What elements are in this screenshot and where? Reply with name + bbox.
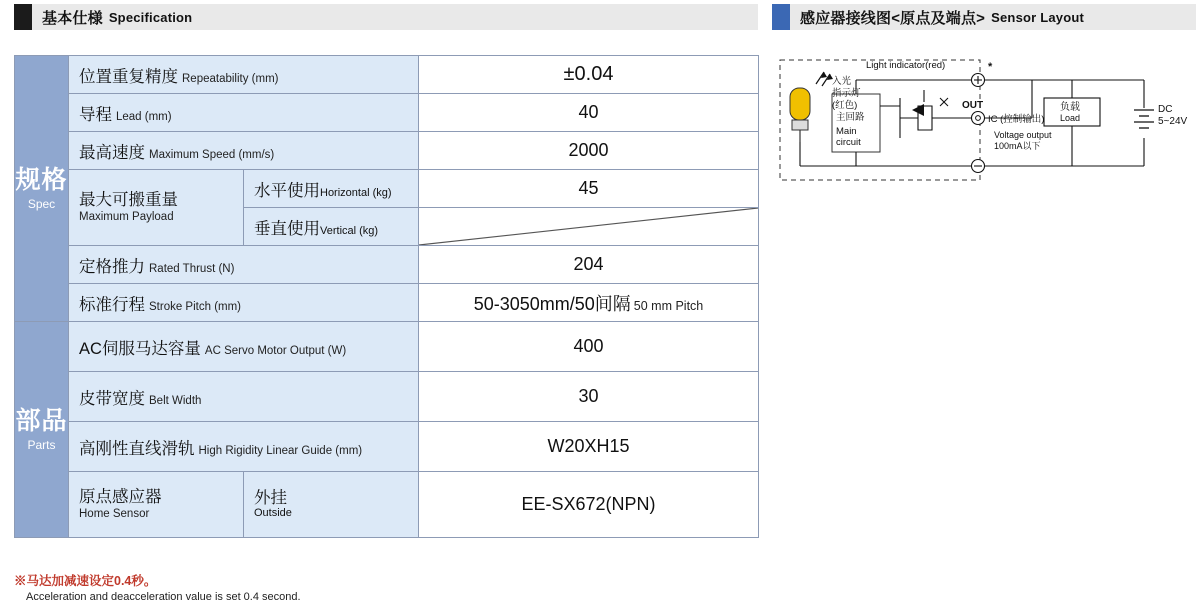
row-value-payload-vertical	[419, 208, 759, 246]
row-label-en: Maximum Speed (mm/s)	[149, 148, 275, 161]
row-sublabel-en: Horizontal (kg)	[320, 186, 392, 199]
internal-wiring	[800, 80, 972, 166]
sensor-header-title-en: Sensor Layout	[991, 9, 1085, 25]
footnote-cn: ※马达加减速设定0.4秒。	[14, 574, 157, 588]
row-label-lead	[69, 94, 419, 132]
group-label-spec-cn: 规格	[15, 166, 68, 194]
row-value-belt-width: 30	[419, 372, 759, 422]
row-label-cn: 最大可搬重量	[79, 191, 178, 210]
table-row	[15, 422, 759, 472]
row-label-cn: 导程	[79, 105, 112, 124]
row-sublabel-outside	[244, 472, 419, 538]
row-sublabel-cn: 水平使用	[254, 181, 320, 200]
row-value-payload-horizontal: 45	[419, 170, 759, 208]
row-label-cn: AC伺服马达容量	[79, 339, 201, 358]
spec-header-bar	[32, 4, 758, 30]
group-label-spec	[15, 56, 69, 322]
row-label-cn: 皮带宽度	[79, 389, 145, 408]
row-label-rated-thrust	[69, 246, 419, 284]
row-label-en: Lead (mm)	[116, 110, 172, 123]
label-ic-control-output: IC (控制输出)	[988, 114, 1045, 125]
row-label-maximum-payload	[69, 170, 244, 246]
row-label-en: High Rigidity Linear Guide (mm)	[198, 444, 363, 457]
row-sublabel-en: Vertical (kg)	[320, 224, 379, 237]
label-plus-mark: *	[988, 61, 993, 73]
table-row	[15, 56, 759, 94]
row-label-en: Repeatability (mm)	[182, 72, 279, 85]
row-label-en: Rated Thrust (N)	[149, 262, 235, 275]
terminal-out	[972, 112, 985, 125]
sensor-diagram-svg	[772, 46, 1196, 206]
spec-header	[14, 4, 758, 30]
label-light-indicator-cn-1: 入光	[832, 76, 852, 87]
row-value-suffix: 50 mm Pitch	[633, 298, 704, 313]
row-label-en: Stroke Pitch (mm)	[149, 300, 242, 313]
specification-table	[14, 55, 759, 538]
row-sublabel-vertical	[244, 208, 419, 246]
spec-header-title-cn: 基本仕様	[42, 9, 103, 27]
output-transistor-icon	[880, 90, 954, 138]
table-row	[15, 284, 759, 322]
sensor-header	[772, 4, 1196, 30]
row-value-maximum-speed: 2000	[419, 132, 759, 170]
row-label-stroke-pitch	[69, 284, 419, 322]
footnote-en: Acceleration and deacceleration value is set 0.4 second.	[26, 590, 301, 603]
sensor-header-cap	[772, 4, 790, 30]
row-label-cn: 标准行程	[79, 295, 145, 314]
group-label-parts-en: Parts	[27, 438, 56, 452]
row-value-ac-servo-motor-output: 400	[419, 322, 759, 372]
row-sublabel-horizontal	[244, 170, 419, 208]
label-light-indicator-cn-2: 指示灯	[832, 88, 861, 99]
label-voltage-output-1: Voltage output	[994, 130, 1052, 140]
row-label-en: Home Sensor	[79, 507, 150, 520]
row-value-linear-guide: W20XH15	[419, 422, 759, 472]
group-label-spec-en: Spec	[27, 197, 56, 211]
row-sublabel-en: Outside	[254, 506, 292, 519]
spec-header-title-en: Specification	[108, 9, 193, 25]
empty-cell-strike-icon	[419, 208, 758, 245]
sensor-header-bar	[790, 4, 1196, 30]
table-row	[15, 322, 759, 372]
led-indicator-icon	[790, 88, 810, 142]
row-label-maximum-speed	[69, 132, 419, 170]
group-label-parts-cn: 部品	[15, 407, 68, 435]
terminal-plus	[972, 74, 985, 87]
group-label-parts	[15, 322, 69, 538]
table-row	[15, 94, 759, 132]
label-light-indicator-en: Light indicator(red)	[866, 60, 946, 71]
row-value-rated-thrust: 204	[419, 246, 759, 284]
row-label-en: Belt Width	[149, 394, 202, 407]
row-value-lead: 40	[419, 94, 759, 132]
row-label-cn: 位置重复精度	[79, 67, 178, 86]
label-main-circuit-en-1: Main	[836, 126, 857, 137]
label-load-cn: 负载	[1060, 102, 1080, 113]
table-row	[15, 472, 759, 538]
spec-header-cap	[14, 4, 32, 30]
table-row	[15, 372, 759, 422]
label-load-en: Load	[1060, 113, 1081, 123]
terminal-minus	[972, 160, 985, 173]
row-label-home-sensor	[69, 472, 244, 538]
table-row	[15, 246, 759, 284]
light-arrows-icon	[816, 72, 833, 86]
label-dc-value: 5~24V	[1158, 116, 1188, 127]
label-voltage-output-2: 100mA以下	[994, 141, 1041, 151]
row-sublabel-cn: 外挂	[254, 488, 287, 507]
table-row	[15, 132, 759, 170]
row-label-repeatability	[69, 56, 419, 94]
row-value-home-sensor: EE-SX672(NPN)	[419, 472, 759, 538]
footnote	[14, 573, 301, 605]
label-dc: DC	[1158, 104, 1173, 115]
row-label-cn: 高刚性直线滑轨	[79, 439, 195, 458]
row-label-linear-guide	[69, 422, 419, 472]
row-label-ac-servo-motor-output	[69, 322, 419, 372]
label-light-indicator-cn-3: (红色)	[832, 100, 858, 111]
row-label-cn: 定格推力	[79, 257, 145, 276]
row-label-cn: 原点感应器	[79, 488, 162, 507]
row-value-repeatability: ±0.04	[419, 56, 759, 94]
label-main-circuit-en-2: circuit	[836, 137, 861, 148]
row-label-en: AC Servo Motor Output (W)	[204, 344, 347, 357]
sensor-layout-diagram	[772, 46, 1196, 206]
specification-table-wrapper	[14, 55, 758, 538]
row-label-en: Maximum Payload	[79, 210, 174, 223]
sensor-header-title-cn: 感应器接线图<原点及端点>	[800, 9, 986, 27]
row-label-belt-width	[69, 372, 419, 422]
row-label-cn: 最高速度	[79, 143, 145, 162]
table-row	[15, 170, 759, 208]
label-out: OUT	[962, 100, 984, 111]
row-sublabel-cn: 垂直使用	[254, 219, 320, 238]
row-value-stroke-pitch	[419, 284, 759, 322]
row-value-main: 50-3050mm/50间隔	[473, 293, 631, 314]
dc-source-icon	[1134, 110, 1154, 128]
label-main-circuit-cn: 主回路	[836, 112, 865, 123]
